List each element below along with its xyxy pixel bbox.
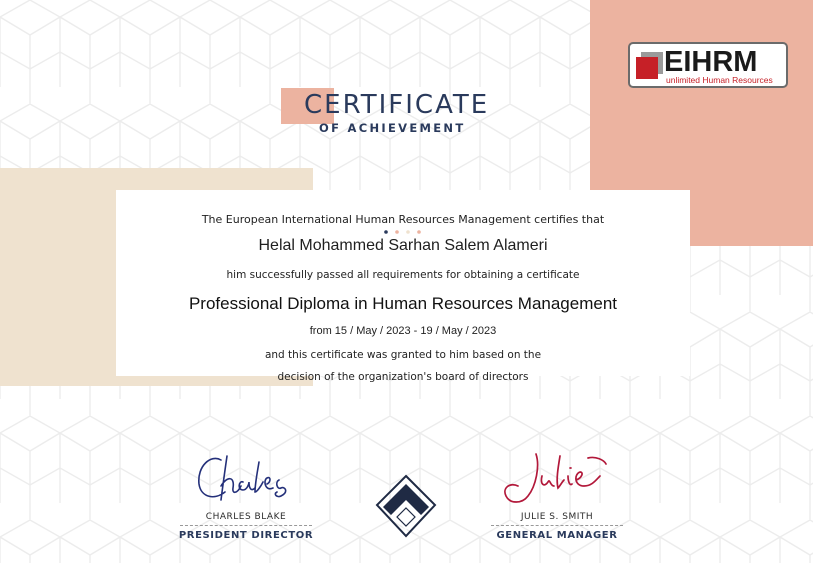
granted-text-line-2: decision of the organization's board of directors [277,371,529,383]
chevron-emblem-icon [375,474,437,538]
granted-text-line-1: and this certificate was granted to him based on the [264,349,542,361]
date-range: from 15 / May / 2023 - 19 / May / 2023 [309,325,497,337]
certificate-subtitle: OF ACHIEVEMENT [319,121,466,135]
signatory-role: GENERAL MANAGER [496,530,618,541]
signature-charles [181,446,311,508]
logo-tagline: unlimited Human Resources [666,75,773,85]
red-square-logo-icon [636,51,664,79]
signatory-name: JULIE S. SMITH [520,512,594,522]
certificate-title: CERTIFICATE [304,90,490,120]
signatory-name: CHARLES BLAKE [205,512,287,522]
recipient-name: Helal Mohammed Sarhan Salem Alameri [258,237,548,254]
signature-divider [180,525,312,526]
signature-block-president [171,446,321,541]
decorative-dots [383,229,423,235]
eihrm-logo [628,42,788,88]
program-title: Professional Diploma in Human Resources Management [188,294,618,313]
signature-block-general-manager [482,446,632,541]
logo-text: EIHRM [664,46,758,78]
passed-text: him successfully passed all requirements for obtaining a certificate [226,269,580,281]
intro-text: The European International Human Resources Management certifies that [201,213,605,226]
signatory-role: PRESIDENT DIRECTOR [178,530,314,541]
signature-julie [492,446,622,508]
signature-divider [491,525,623,526]
